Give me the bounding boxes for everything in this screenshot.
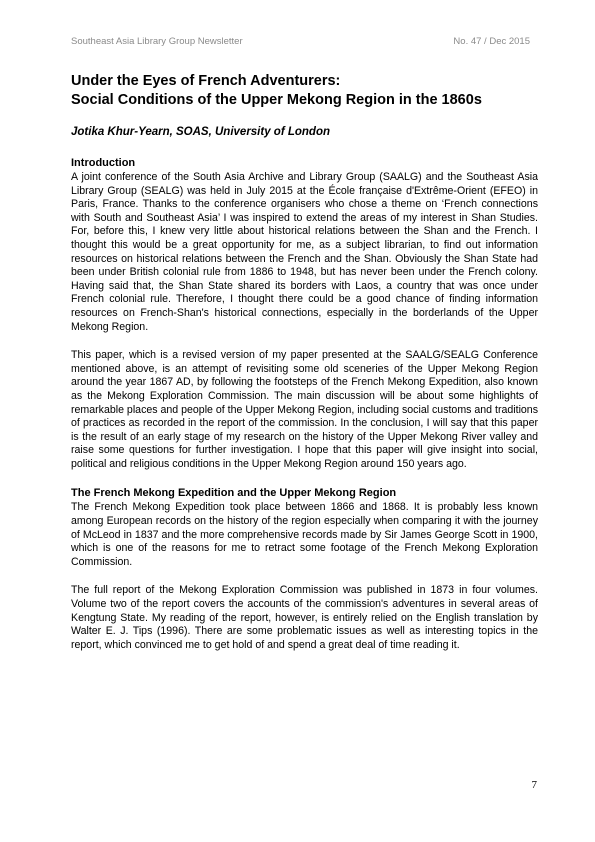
title-line-2: Social Conditions of the Upper Mekong Region in the 1860s bbox=[71, 92, 482, 108]
section-introduction bbox=[71, 156, 538, 471]
section-french-mekong-expedition bbox=[71, 486, 538, 652]
section-heading: Introduction bbox=[71, 157, 136, 169]
author-line: Jotika Khur-Yearn, SOAS, University of London bbox=[71, 126, 330, 138]
newsletter-name: Southeast Asia Library Group Newsletter bbox=[71, 36, 243, 47]
article bbox=[71, 72, 538, 667]
section-heading: The French Mekong Expedition and the Upper Mekong Region bbox=[71, 487, 397, 500]
paragraph: The French Mekong Expedition took place between 1866 and 1868. It is probably less known among European records on the history of the region especially when comparing it with the journey of McLeod in 1837 and the more comprehensive records made by Sir James George Scott in 1900, which is one of the reasons for me to retract some footage of the French Mekong Exploration Commission. bbox=[71, 501, 538, 568]
page-number: 7 bbox=[531, 779, 537, 791]
title-line-1: Under the Eyes of French Adventurers: bbox=[71, 73, 341, 89]
running-header bbox=[71, 36, 530, 47]
paragraph: This paper, which is a revised version of my paper presented at the SAALG/SEALG Conference mentioned above, is an attempt of revisiting some old sceneries of the Upper Mekong Region around the year 1867 AD, by following the footsteps of the French Mekong Expedition, also known as the Mekong Exploration Commission. The main discussion will be about some highlights of remarkable places and people of the Upper Mekong Region, including social customs and traditions of practices as recorded in the report of the commission. In the conclusion, I will say that this paper is the result of an early stage of my research on the history of the Upper Mekong River valley and raise some questions for further investigation. I hope that this paper will give insight into social, political and religious conditions in the Upper Mekong Region around 150 years ago. bbox=[71, 349, 538, 470]
paragraph: A joint conference of the South Asia Archive and Library Group (SAALG) and the Southeast Asia Library Group (SEALG) was held in July 2015 at the École française d'Extrême-Orient (EFEO) in Paris, France. Thanks to the conference organisers who chose a theme on ‘French connections with South and Southeast Asia’ I was inspired to extend the areas of my interest in Shan Studies. For, before this, I knew very little about historical relations between the Shan and the French. I thought this would be a great opportunity for me, as a subject librarian, to find out information resources on historical relations between the French and the Shan. Obviously the Shan State had been under British colonial rule from 1886 to 1948, but has never been under the French colony. Having said that, the Shan State shared its borders with Laos, a country that was once under French colonial rule. Therefore, I thought there could be a good chance of finding information resources on French-Shan's historical connections, especially in the borderlands of the Upper Mekong Region. bbox=[71, 171, 538, 333]
article-title bbox=[71, 72, 538, 110]
issue-number: No. 47 / Dec 2015 bbox=[453, 36, 530, 47]
paragraph: The full report of the Mekong Exploration Commission was published in 1873 in four volumes. Volume two of the report covers the accounts of the commission's adventures in several areas of Kengtung State. My reading of the report, however, is entirely relied on the English translation by Walter E. J. Tips (1996). There are some problematic issues as well as interesting topics in the report, which convinced me to get hold of and spend a great deal of time reading it. bbox=[71, 584, 538, 651]
